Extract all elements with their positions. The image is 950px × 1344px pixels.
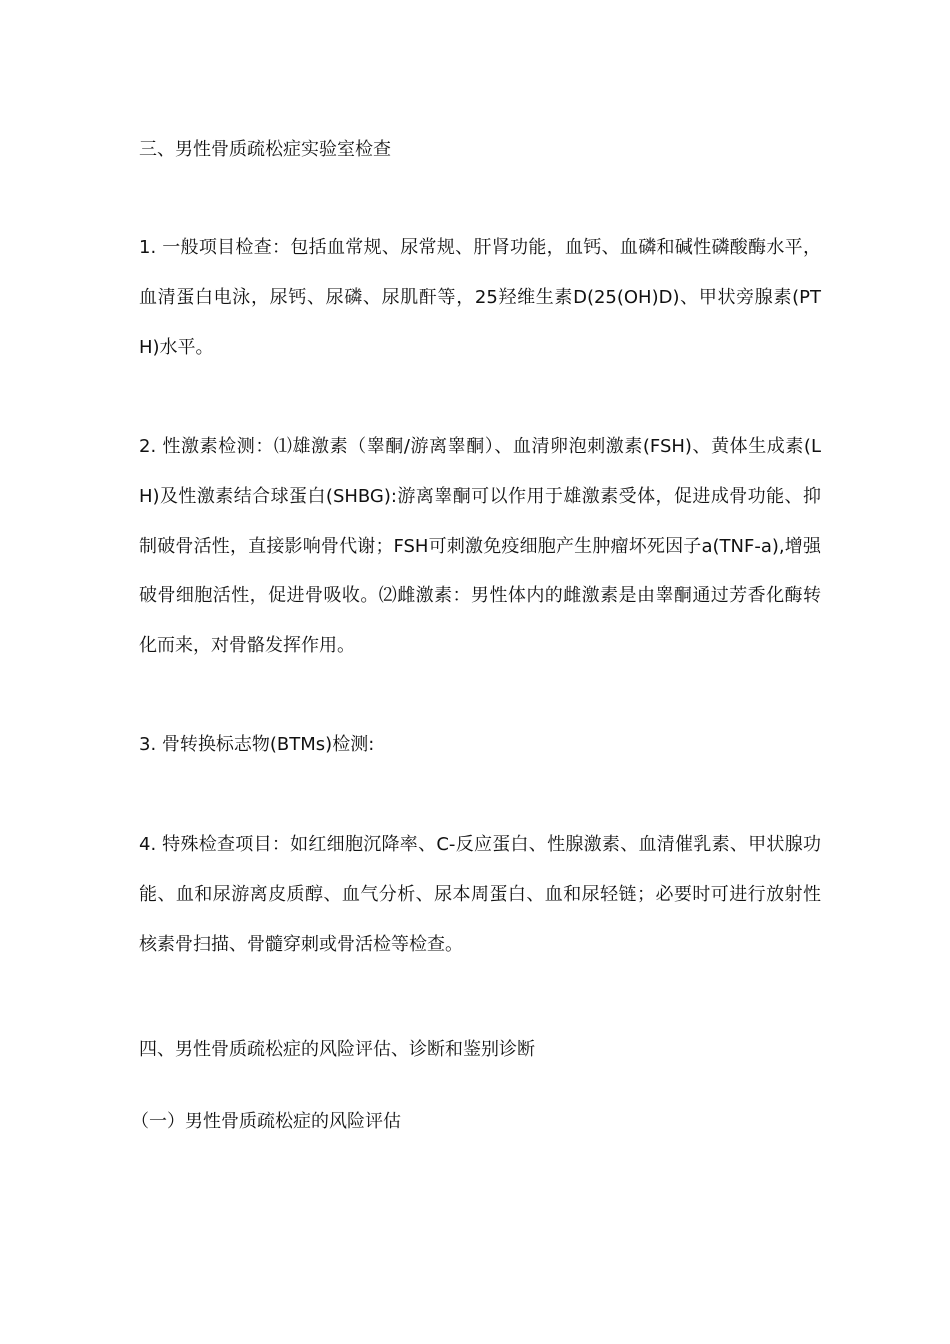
- paragraph-general-tests: 1. 一般项目检查：包括血常规、尿常规、肝肾功能，血钙、血磷和碱性磷酸酶水平，血清蛋白电泳，尿钙、尿磷、尿肌酐等，25羟维生素D(25(OH)D)、甲状旁腺素(PTH)水平。: [139, 237, 821, 358]
- paragraph-sex-hormone-tests: 2. 性激素检测：⑴雄激素（睾酮/游离睾酮）、血清卵泡刺激素(FSH)、黄体生成素(LH)及性激素结合球蛋白(SHBG):游离睾酮可以作用于雄激素受体，促进成骨功能、抑制破骨活性，直接影响骨代谢；FSH可刺激免疫细胞产生肿瘤坏死因子a(TNF-a),增强破骨细胞活性，促进骨吸收。⑵雌激素：男性体内的雌激素是由睾酮通过芳香化酶转化而来，对骨骼发挥作用。: [139, 436, 821, 657]
- subsection-heading-risk-assessment: （一）男性骨质疏松症的风险评估: [131, 1111, 401, 1132]
- section-heading-4: 四、男性骨质疏松症的风险评估、诊断和鉴别诊断: [139, 1039, 535, 1060]
- section-heading-3: 三、男性骨质疏松症实验室检查: [139, 139, 391, 160]
- paragraph-bone-turnover-markers: 3. 骨转换标志物(BTMs)检测:: [139, 734, 375, 755]
- paragraph-special-tests: 4. 特殊检查项目：如红细胞沉降率、C-反应蛋白、性腺激素、血清催乳素、甲状腺功能、血和尿游离皮质醇、血气分析、尿本周蛋白、血和尿轻链；必要时可进行放射性核素骨扫描、骨髓穿刺或骨活检等检查。: [139, 834, 821, 955]
